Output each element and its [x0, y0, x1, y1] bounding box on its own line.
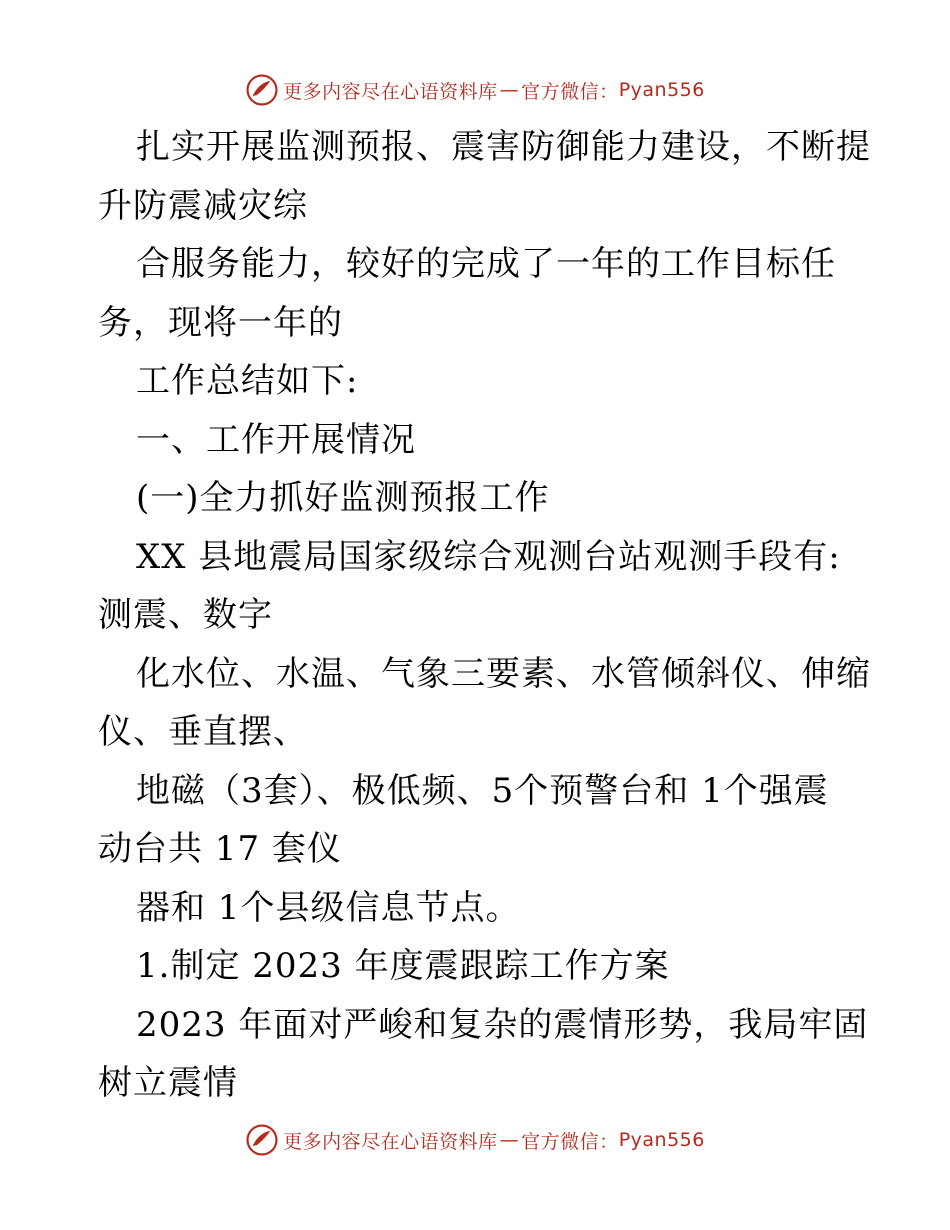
text-line: 仪、垂直摆、 [98, 712, 308, 752]
text-line: 合服务能力，较好的完成了一年的工作目标任 [136, 244, 836, 284]
watermark-wechat-id: Pyan556 [618, 1129, 705, 1151]
text-line: 工作总结如下: [136, 361, 359, 401]
text-line: XX 县地震局国家级综合观测台站观测手段有: [136, 536, 841, 577]
text-line: 一、工作开展情况 [136, 419, 416, 460]
text-line: 树立震情 [98, 1063, 238, 1103]
text-line: 测震、数字 [98, 595, 273, 635]
text-line: 地磁（3套）、极低频、5个预警台和 1个强震 [136, 770, 829, 811]
watermark-text: 更多内容尽在心语资料库 [283, 80, 498, 103]
text-line: 务，现将一年的 [98, 302, 343, 343]
text-line: 器和 1个县级信息节点。 [136, 887, 521, 928]
footer-watermark [0, 1120, 950, 1160]
text-line: 1.制定 2023 年度震跟踪工作方案 [136, 946, 670, 986]
brand-logo-icon [245, 73, 279, 107]
header-watermark [0, 70, 950, 110]
text-line: 2023 年面对严峻和复杂的震情形势，我局牢固 [136, 1004, 869, 1045]
text-line: 升防震减灾综 [98, 185, 308, 226]
watermark-text: 更多内容尽在心语资料库 [283, 1130, 498, 1153]
text-line: 扎实开展监测预报、震害防御能力建设，不断提 [136, 127, 871, 167]
watermark-separator: — [499, 1129, 520, 1151]
document-body [98, 118, 871, 1113]
watermark-wechat-label: 官方微信： [521, 80, 619, 103]
text-line: (一)全力抓好监测预报工作 [136, 478, 550, 518]
brand-logo-icon [245, 1123, 279, 1157]
watermark-wechat-id: Pyan556 [618, 79, 705, 101]
text-line: 动台共 17 套仪 [98, 829, 342, 869]
watermark-separator: — [499, 79, 520, 101]
text-line: 化水位、水温、气象三要素、水管倾斜仪、伸缩 [136, 653, 871, 694]
watermark-wechat-label: 官方微信： [521, 1130, 619, 1153]
